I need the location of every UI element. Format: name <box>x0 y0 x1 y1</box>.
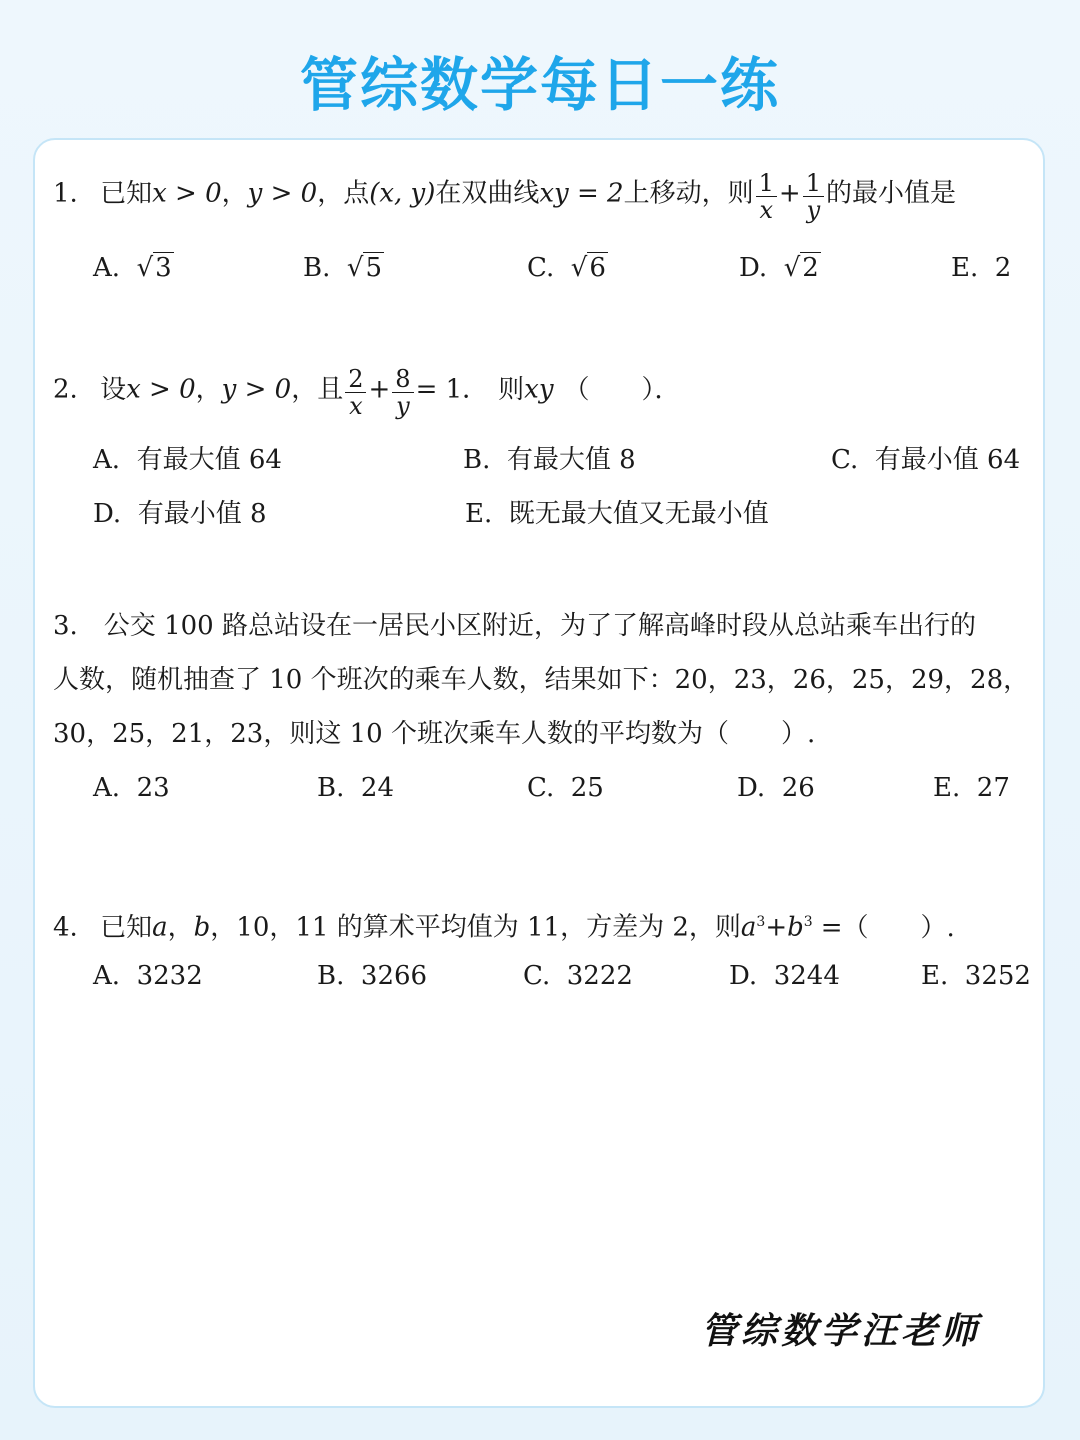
q1-text-4: 上移动，则 <box>623 178 754 209</box>
q2-var: xy <box>524 374 554 405</box>
q4-exp-a: 3 <box>756 914 766 930</box>
q2-fraction-1: $\frac{2}{x}$ <box>345 366 366 419</box>
q1-cond-y: y > 0 <box>247 178 318 209</box>
q2-fraction-2: $\frac{8}{y}$ <box>392 366 413 419</box>
q1-number: 1. <box>53 178 78 209</box>
q2-option-b[interactable]: B. 有最大值 8 <box>463 445 636 475</box>
q4-option-d[interactable]: D. 3244 <box>729 961 840 991</box>
question-card <box>33 138 1045 1408</box>
q2-plus: + <box>368 374 391 405</box>
q3-option-d[interactable]: D. 26 <box>737 773 815 803</box>
page-title: 管综数学每日一练 <box>299 51 780 119</box>
question-4 <box>53 906 955 944</box>
q3-option-b[interactable]: B. 24 <box>317 773 394 803</box>
q4-option-b[interactable]: B. 3266 <box>317 961 428 991</box>
q2-option-a[interactable]: A. 有最大值 64 <box>93 445 282 475</box>
q4-a-cubed: a <box>740 912 757 943</box>
question-3-line-2: 人数，随机抽查了 10 个班次的乘车人数，结果如下：20，23，26，25，29，28， <box>53 665 1030 695</box>
question-2 <box>53 364 681 420</box>
q1-text-5: 的最小值是 <box>825 178 956 209</box>
q4-option-e[interactable]: E. 3252 <box>921 961 1031 991</box>
q2-blank: （ ）． <box>563 374 681 405</box>
q4-plus: + <box>765 912 788 943</box>
question-3-line-3: 30，25，21，23，则这 10 个班次乘车人数的平均数为（ ）. <box>53 719 816 749</box>
q1-option-a[interactable]: A. √3 <box>93 253 172 283</box>
q4-text-2: ，10，11 的算术平均值为 11，方差为 2，则 <box>210 912 741 943</box>
q3-option-e[interactable]: E. 27 <box>933 773 1010 803</box>
q1-option-e[interactable]: E. 2 <box>951 253 1012 283</box>
q1-option-b[interactable]: B. √5 <box>303 253 383 283</box>
q1-point: (x, y) <box>369 178 436 209</box>
q1-plus: + <box>778 178 801 209</box>
q3-option-c[interactable]: C. 25 <box>527 773 604 803</box>
q2-equals: = 1． <box>415 374 489 405</box>
q2-text-3: 则 <box>498 374 525 405</box>
q4-number: 4. <box>53 912 78 943</box>
q4-option-c[interactable]: C. 3222 <box>523 961 633 991</box>
q2-text-2: ，且 <box>291 374 344 405</box>
q4-option-a[interactable]: A. 3232 <box>93 961 203 991</box>
q1-text-2: ，点 <box>317 178 370 209</box>
q4-b-cubed: b <box>787 912 804 943</box>
q3-option-a[interactable]: A. 23 <box>93 773 170 803</box>
q1-option-c[interactable]: C. √6 <box>527 253 606 283</box>
q4-text-1: 已知 <box>100 912 153 943</box>
q1-text-1: 已知 <box>100 178 153 209</box>
q4-var-b: b <box>193 912 211 943</box>
q2-option-d[interactable]: D. 有最小值 8 <box>93 499 267 529</box>
q2-sep: ， <box>195 374 222 405</box>
q4-tail: =（ ）. <box>820 912 955 943</box>
q4-exp-b: 3 <box>803 914 813 930</box>
q1-text-3: 在双曲线 <box>435 178 540 209</box>
q1-sep: ， <box>221 178 248 209</box>
q2-option-e[interactable]: E. 既无最大值又无最小值 <box>465 499 769 529</box>
question-1 <box>53 168 956 224</box>
q2-cond-y: y > 0 <box>221 374 292 405</box>
q2-text-1: 设 <box>100 374 127 405</box>
q2-cond-x: x > 0 <box>126 374 196 405</box>
q1-fraction-2: $\frac{1}{y}$ <box>803 170 824 223</box>
q1-curve: xy = 2 <box>539 178 624 209</box>
q4-sep: ， <box>167 912 194 943</box>
author-signature: 管综数学汪老师 <box>700 1310 981 1352</box>
q1-fraction-1: $\frac{1}{x}$ <box>756 170 777 223</box>
q1-cond-x: x > 0 <box>152 178 222 209</box>
q1-option-d[interactable]: D. √2 <box>739 253 819 283</box>
question-3-line-1: 3. 公交 100 路总站设在一居民小区附近，为了了解高峰时段从总站乘车出行的 <box>53 611 976 641</box>
q2-option-c[interactable]: C. 有最小值 64 <box>831 445 1021 475</box>
q2-number: 2. <box>53 374 78 405</box>
q4-var-a: a <box>152 912 168 943</box>
